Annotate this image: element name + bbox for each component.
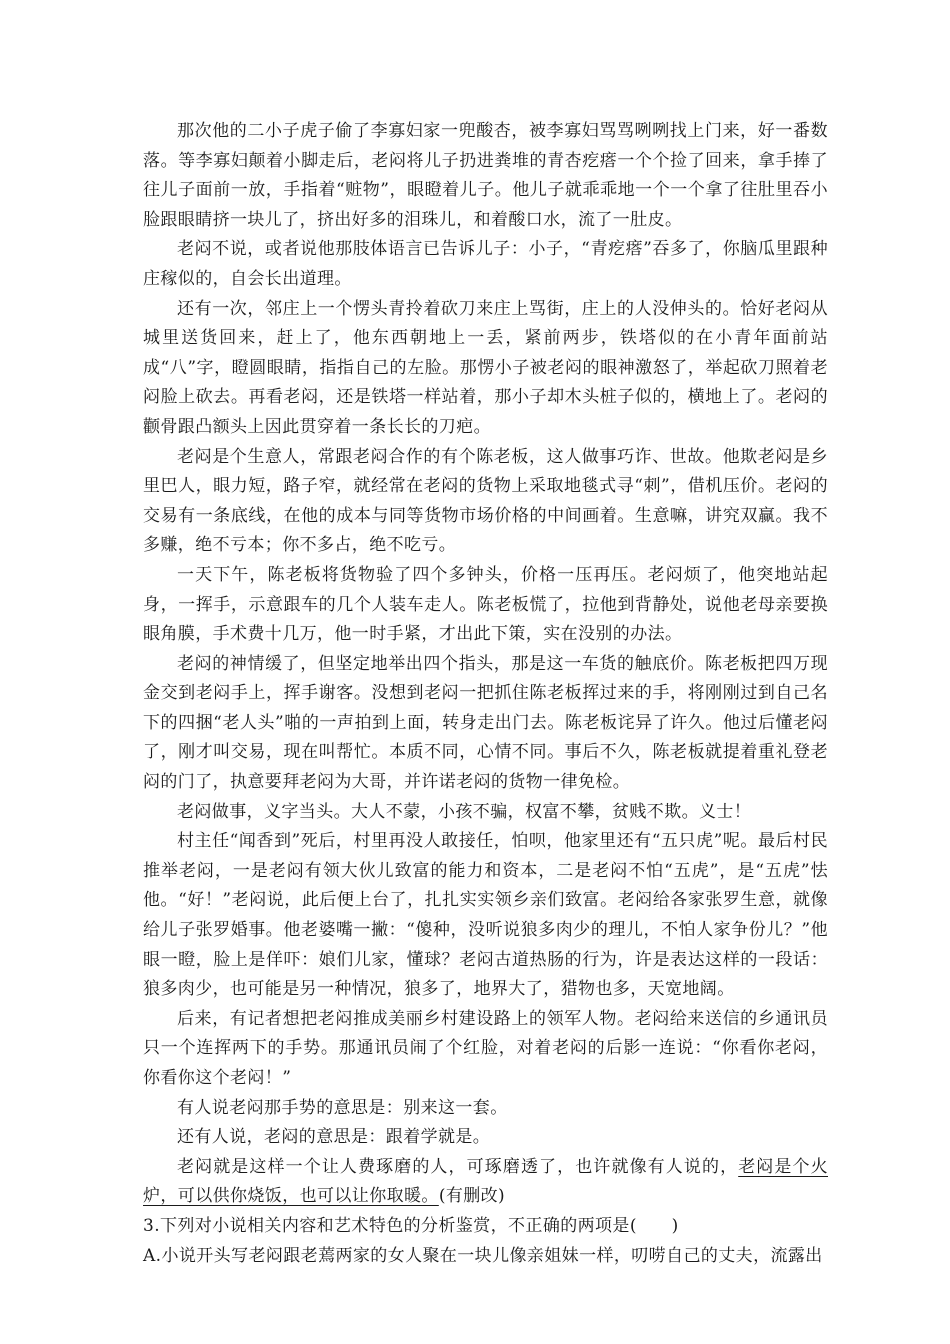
source-note: (有删改)	[438, 1186, 506, 1207]
paragraph-9: 后来，有记者想把老闷推成美丽乡村建设路上的领军人物。老闷给来送信的乡通讯员只一个连挥两下的手势。那通讯员闹了个红脸，对着老闷的后影一连说：“你看你老闷，你看你这个老闷！”	[143, 1008, 828, 1088]
paragraph-1: 那次他的二小子虎子偷了李寡妇家一兜酸杏，被李寡妇骂骂咧咧找上门来，好一番数落。等李寡妇颠着小脚走后，老闷将儿子扔进粪堆的青杏疙瘩一个个捡了回来，拿手捧了往儿子面前一放，手指着“赃物”，眼瞪着儿子。他儿子就乖乖地一个一个拿了往肚里吞小脸跟眼睛挤一块儿了，挤出好多的泪珠儿，和着酸口水，流了一肚皮。	[143, 121, 828, 230]
option-a: A.小说开头写老闷跟老蔫两家的女人聚在一块儿像亲姐妹一样，叨唠自己的丈夫，流露出	[143, 1245, 823, 1266]
question-stem: 3.下列对小说相关内容和艺术特色的分析鉴赏，不正确的两项是( )	[143, 1215, 679, 1236]
underlined-sentence: 老闷是个火炉，可以供你烧饭，也可以让你取暖。	[143, 1156, 828, 1207]
paragraph-4: 老闷是个生意人，常跟老闷合作的有个陈老板，这人做事巧诈、世故。他欺老闷是乡里巴人，眼力短，路子窄，就经常在老闷的货物上采取地毯式寻“刺”，借机压价。老闷的交易有一条底线，在他的成本与同等货物市场价格的中间画着。生意嘛，讲究双赢。我不多赚，绝不亏本；你不多占，绝不吃亏。	[143, 446, 828, 556]
paragraph-7: 老闷做事，义字当头。大人不蒙，小孩不骗，权富不攀，贫贱不欺。义士！	[177, 801, 752, 822]
paragraph-10: 有人说老闷那手势的意思是：别来这一套。	[177, 1097, 508, 1118]
last-paragraph-text: 老闷就是这样一个让人费琢磨的人，可琢磨透了，也许就像有人说的，	[177, 1156, 739, 1177]
paragraph-6: 老闷的神情缓了，但坚定地举出四个指头，那是这一车货的触底价。陈老板把四万现金交到老闷手上，挥手谢客。没想到老闷一把抓住陈老板挥过来的手，将刚刚过到自己名下的四捆“老人头”啪的一声拍到上面，转身走出门去。陈老板诧异了许久。他过后懂老闷了，刚才叫交易，现在叫帮忙。本质不同，心情不同。事后不久，陈老板就提着重礼登老闷的门了，执意要拜老闷为大哥，并许诺老闷的货物一律免检。	[143, 653, 828, 793]
article-body	[143, 117, 828, 1271]
paragraph-3: 还有一次，邻庄上一个愣头青拎着砍刀来庄上骂街，庄上的人没伸头的。恰好老闷从城里送货回来，赶上了，他东西朝地上一丢，紧前两步，铁塔似的在小青年面前站成“八”字，瞪圆眼睛，指指自己的左脸。那愣小子被老闷的眼神激怒了，举起砍刀照着老闷脸上砍去。再看老闷，还是铁塔一样站着，那小子却木头桩子似的，横地上了。老闷的颧骨跟凸额头上因此贯穿着一条长长的刀疤。	[143, 298, 828, 437]
paragraph-2: 老闷不说，或者说他那肢体语言已告诉儿子：小子，“青疙瘩”吞多了，你脑瓜里跟种庄稼似的，自会长出道理。	[143, 239, 828, 289]
paragraph-11: 还有人说，老闷的意思是：跟着学就是。	[177, 1127, 491, 1148]
paragraph-8: 村主任“闻香到”死后，村里再没人敢接任，怕呗，他家里还有“五只虎”呢。最后村民推举老闷，一是老闷有领大伙儿致富的能力和资本，二是老闷不怕“五虎”，是“五虎”怯他。“好！”老闷说，此后便上台了，扎扎实实领乡亲们致富。老闷给各家张罗生意，就像给儿子张罗婚事。他老婆嘴一撇：“傻种，没听说狼多肉少的理儿，不怕人家争份儿？”他眼一瞪，脸上是佯吓：娘们儿家，懂球？老闷古道热肠的行为，许是表达这样的一段话：狼多肉少，也可能是另一种情况，狼多了，地界大了，猎物也多，天宽地阔。	[143, 831, 828, 1000]
paragraph-5: 一天下午，陈老板将货物验了四个多钟头，价格一压再压。老闷烦了，他突地站起身，一挥手，示意跟车的几个人装车走人。陈老板慌了，拉他到背静处，说他老母亲要换眼角膜，手术费十几万，他一时手紧，才出此下策，实在没别的办法。	[143, 564, 828, 645]
paragraph-last	[143, 1153, 828, 1212]
